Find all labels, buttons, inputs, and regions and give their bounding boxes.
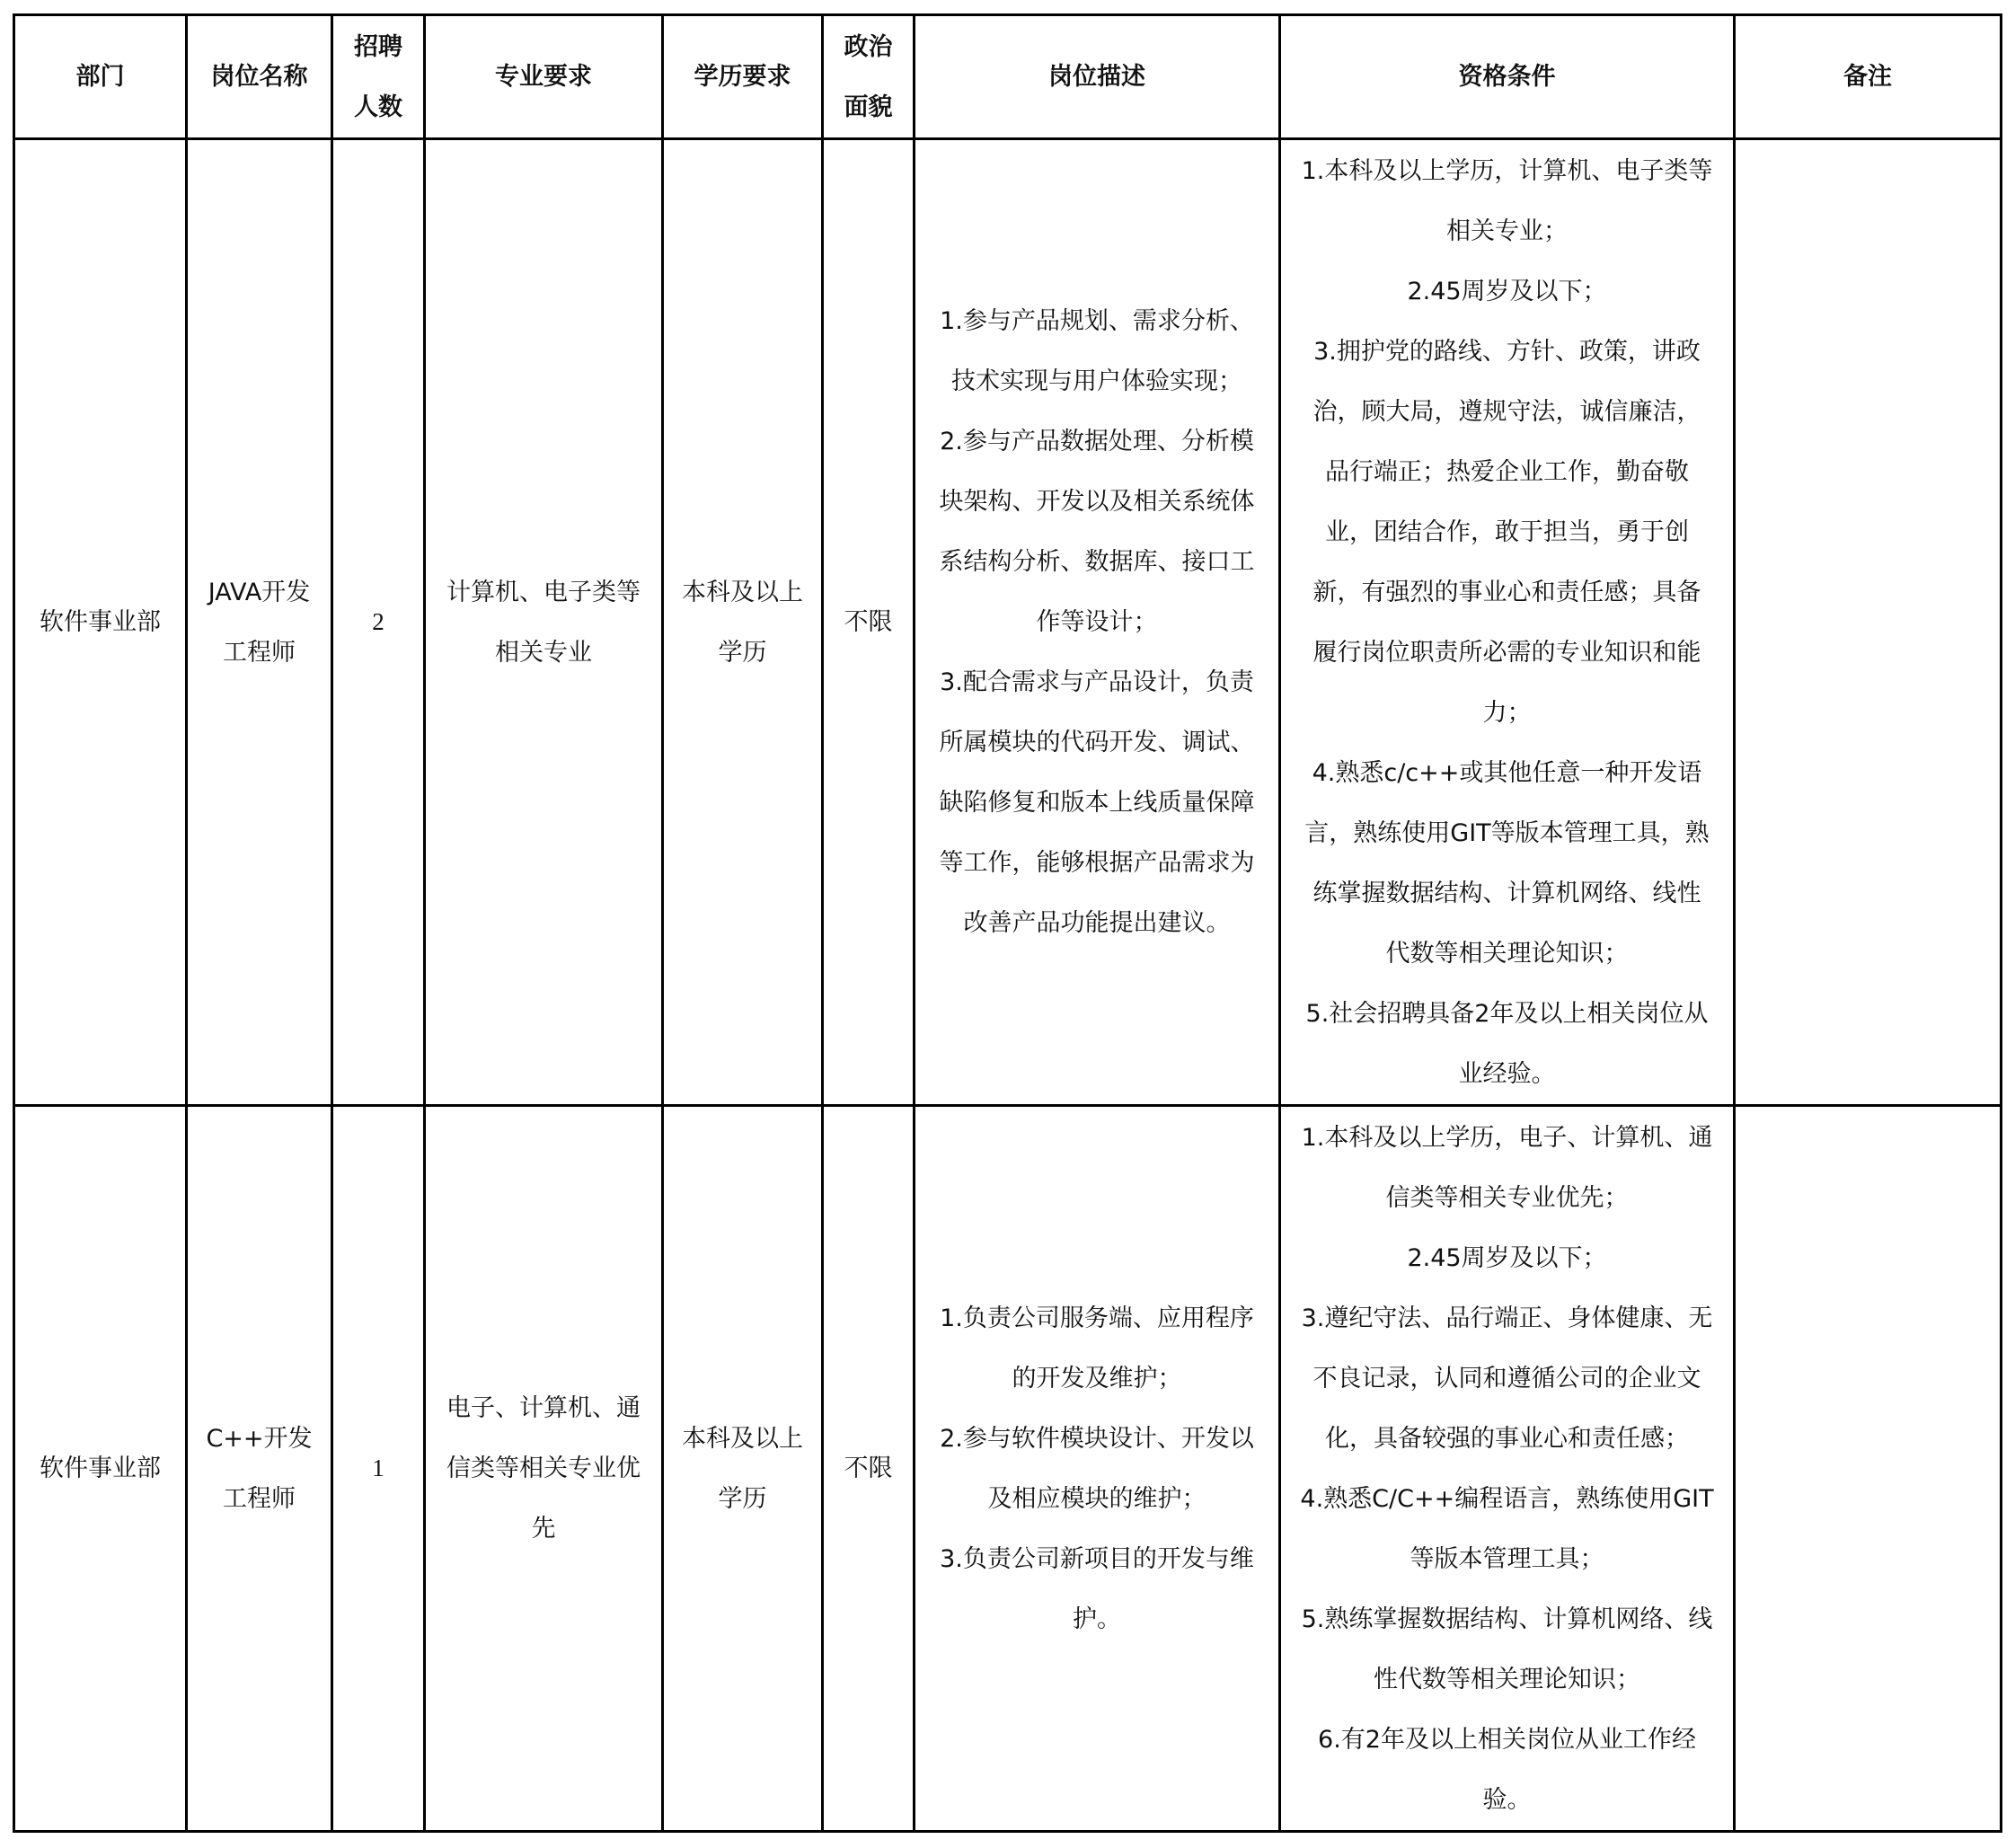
header-remarks: 备注 bbox=[1735, 15, 2002, 139]
qualification-line: 信类等相关专业优先； bbox=[1385, 1183, 1629, 1212]
qualification-line: 2.45周岁及以下； bbox=[1407, 1243, 1607, 1272]
qualification-line: 性代数等相关理论知识； bbox=[1374, 1665, 1640, 1693]
qualification-line: 2.45周岁及以下； bbox=[1407, 277, 1607, 305]
description-line: 系结构分析、数据库、接口工 bbox=[939, 548, 1255, 576]
cell-qualifications bbox=[1280, 1106, 1735, 1832]
qualification-line: 相关专业； bbox=[1446, 217, 1568, 245]
cell-remarks bbox=[1735, 139, 2002, 1106]
qualification-line: 业，团结合作，敢于担当，勇于创 bbox=[1325, 517, 1689, 546]
description-line: 3.负责公司新项目的开发与维 bbox=[940, 1544, 1254, 1573]
cell-position bbox=[187, 139, 332, 1106]
header-major: 专业要求 bbox=[425, 15, 663, 139]
qualification-line: 验。 bbox=[1482, 1785, 1532, 1814]
header-political bbox=[823, 15, 915, 139]
cell-education bbox=[663, 139, 823, 1106]
education-line: 本科及以上 bbox=[682, 578, 803, 606]
recruitment-table bbox=[13, 13, 2002, 1833]
cell-major bbox=[425, 139, 663, 1106]
education-line: 本科及以上 bbox=[682, 1424, 803, 1453]
header-department: 部门 bbox=[14, 15, 187, 139]
header-position: 岗位名称 bbox=[187, 15, 332, 139]
description-line: 技术实现与用户体验实现； bbox=[951, 367, 1242, 395]
cell-political: 不限 bbox=[823, 139, 915, 1106]
qualification-line: 力； bbox=[1482, 698, 1532, 727]
qualification-line: 5.熟练掌握数据结构、计算机网络、线 bbox=[1301, 1605, 1713, 1633]
table-row bbox=[14, 139, 2002, 1106]
major-line: 计算机、电子类等 bbox=[446, 578, 641, 606]
description-line: 1.参与产品规划、需求分析、 bbox=[940, 307, 1254, 335]
qualification-line: 化，具备较强的事业心和责任感； bbox=[1325, 1424, 1689, 1453]
cell-department: 软件事业部 bbox=[14, 139, 187, 1106]
qualification-line: 代数等相关理论知识； bbox=[1385, 939, 1629, 968]
table-row bbox=[14, 1106, 2002, 1832]
description-line: 3.配合需求与产品设计，负责 bbox=[940, 668, 1254, 696]
cell-headcount: 2 bbox=[332, 139, 425, 1106]
cell-remarks bbox=[1735, 1106, 2002, 1832]
education-line: 学历 bbox=[718, 1484, 767, 1513]
header-headcount bbox=[332, 15, 425, 139]
position-line: 工程师 bbox=[223, 638, 296, 667]
qualification-line: 5.社会招聘具备2年及以上相关岗位从 bbox=[1305, 999, 1709, 1028]
description-line: 护。 bbox=[1073, 1605, 1121, 1633]
qualification-line: 言，熟练使用GIT等版本管理工具，熟 bbox=[1304, 818, 1710, 847]
description-line: 所属模块的代码开发、调试、 bbox=[939, 729, 1255, 756]
cell-department: 软件事业部 bbox=[14, 1106, 187, 1832]
cell-political: 不限 bbox=[823, 1106, 915, 1832]
qualification-line: 新，有强烈的事业心和责任感；具备 bbox=[1312, 578, 1701, 606]
qualification-line: 1.本科及以上学历，计算机、电子类等 bbox=[1301, 156, 1713, 185]
qualification-line: 6.有2年及以上相关岗位从业工作经 bbox=[1318, 1725, 1696, 1754]
description-line: 2.参与软件模块设计、开发以 bbox=[940, 1424, 1254, 1453]
qualification-line: 履行岗位职责所必需的专业知识和能 bbox=[1312, 638, 1701, 667]
header-qualifications: 资格条件 bbox=[1280, 15, 1735, 139]
cell-major bbox=[425, 1106, 663, 1832]
qualification-line: 治，顾大局，遵规守法，诚信廉洁， bbox=[1312, 397, 1701, 426]
position-line: C++开发 bbox=[206, 1424, 313, 1453]
major-line: 先 bbox=[531, 1515, 556, 1543]
position-line: 工程师 bbox=[223, 1484, 296, 1513]
header-political-line: 面貌 bbox=[844, 93, 893, 121]
education-line: 学历 bbox=[718, 638, 767, 667]
description-line: 2.参与产品数据处理、分析模 bbox=[940, 428, 1254, 455]
qualification-line: 3.遵纪守法、品行端正、身体健康、无 bbox=[1301, 1304, 1713, 1332]
qualification-line: 4.熟悉C/C++编程语言，熟练使用GIT bbox=[1300, 1484, 1714, 1513]
qualification-line: 不良记录，认同和遵循公司的企业文 bbox=[1312, 1364, 1701, 1393]
header-political-line: 政治 bbox=[844, 32, 893, 61]
position-line: JAVA开发 bbox=[208, 578, 311, 606]
header-headcount-line: 人数 bbox=[354, 93, 402, 121]
header-education: 学历要求 bbox=[663, 15, 823, 139]
qualification-line: 4.熟悉c/c++或其他任意一种开发语 bbox=[1312, 758, 1702, 787]
cell-headcount: 1 bbox=[332, 1106, 425, 1832]
description-line: 及相应模块的维护； bbox=[987, 1484, 1206, 1513]
cell-education bbox=[663, 1106, 823, 1832]
description-line: 的开发及维护； bbox=[1012, 1364, 1182, 1393]
major-line: 相关专业 bbox=[495, 638, 592, 667]
description-line: 1.负责公司服务端、应用程序 bbox=[940, 1304, 1254, 1332]
qualification-line: 1.本科及以上学历，电子、计算机、通 bbox=[1301, 1123, 1713, 1152]
cell-qualifications bbox=[1280, 139, 1735, 1106]
cell-position bbox=[187, 1106, 332, 1832]
cell-description bbox=[915, 139, 1280, 1106]
description-line: 改善产品功能提出建议。 bbox=[963, 909, 1231, 937]
qualification-line: 品行端正；热爱企业工作，勤奋敬 bbox=[1325, 457, 1689, 486]
qualification-line: 3.拥护党的路线、方针、政策，讲政 bbox=[1313, 337, 1701, 366]
major-line: 信类等相关专业优 bbox=[446, 1455, 641, 1482]
qualification-line: 练掌握数据结构、计算机网络、线性 bbox=[1312, 879, 1701, 907]
major-line: 电子、计算机、通 bbox=[446, 1394, 641, 1422]
description-line: 缺陷修复和版本上线质量保障 bbox=[939, 789, 1255, 817]
header-row bbox=[14, 15, 2002, 139]
cell-description bbox=[915, 1106, 1280, 1832]
header-description: 岗位描述 bbox=[915, 15, 1280, 139]
header-headcount-line: 招聘 bbox=[354, 32, 402, 61]
description-line: 块架构、开发以及相关系统体 bbox=[939, 488, 1255, 516]
description-line: 作等设计； bbox=[1036, 608, 1158, 636]
qualification-line: 等版本管理工具； bbox=[1410, 1544, 1604, 1573]
description-line: 等工作，能够根据产品需求为 bbox=[939, 849, 1255, 877]
qualification-line: 业经验。 bbox=[1458, 1059, 1556, 1088]
